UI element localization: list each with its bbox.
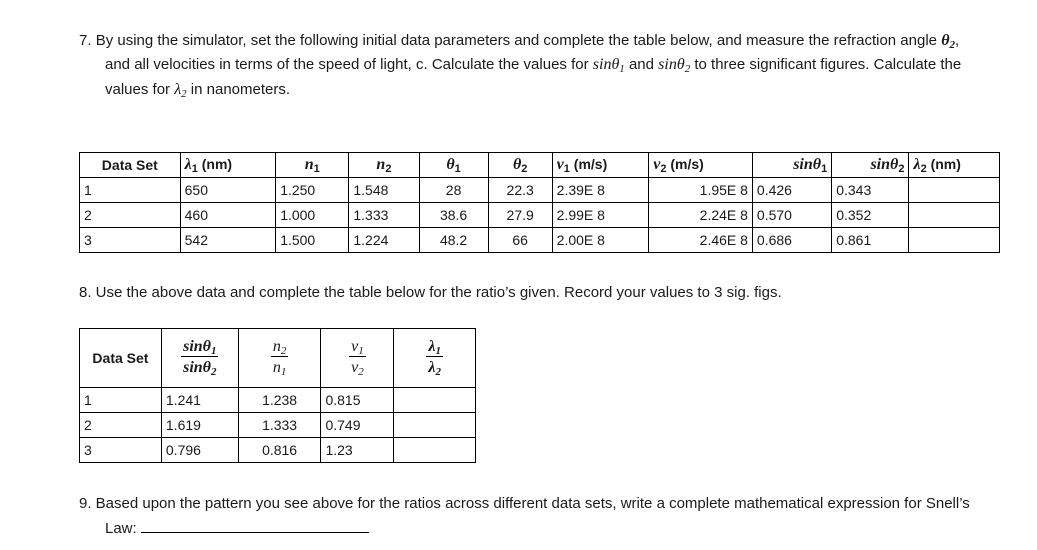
header-lambda2: $\lambda_2$ (nm)	[909, 153, 1000, 178]
header-lambda1: $\lambda_1$ (nm)	[180, 153, 276, 178]
ratio-header-data-set: Data Set	[80, 329, 162, 388]
data-table-1	[79, 152, 1000, 253]
ratio-header-lambda: $\lambda_1$ $\lambda_2$	[394, 329, 476, 388]
table-row: 1 1.241 1.238 0.815	[80, 388, 476, 413]
lambda-ratio-cell[interactable]	[394, 388, 476, 413]
header-theta2: $\theta_2$	[488, 153, 552, 178]
theta2-symbol: $\theta_2$	[941, 32, 955, 51]
lambda2-symbol: $\lambda_2$	[174, 81, 187, 100]
lambda2-cell[interactable]	[909, 203, 1000, 228]
question-7-line-3: values for $\lambda_2$ in nanometers.	[105, 81, 291, 100]
ratio-header-row	[80, 329, 476, 388]
question-7-line-2: and all velocities in terms of the speed of light, c. Calculate the values for sinθ$_1$ and sinθ$_2$ to three significant figures. Calculate the	[105, 56, 962, 75]
table-row: 2 460 1.000 1.333 38.6 27.9 2.99E 8 2.24E 8 0.570 0.352	[80, 203, 1000, 228]
header-theta1: $\theta_1$	[419, 153, 488, 178]
header-sin-theta1: sinθ$_1$	[752, 153, 831, 178]
ratio-table	[79, 328, 476, 463]
lambda-ratio-cell[interactable]	[394, 438, 476, 463]
law-label: Law:	[105, 520, 137, 537]
snells-law-answer-blank[interactable]	[141, 518, 369, 533]
question-text: By using the simulator, set the following initial data parameters and complete the table below, and measure the refraction angle	[95, 32, 942, 49]
question-number: 7.	[79, 32, 92, 49]
header-v1: $v_1$ (m/s)	[552, 153, 649, 178]
header-v2: $v_2$ (m/s)	[649, 153, 753, 178]
ratio-header-sin: sinθ$_1$ sinθ$_2$	[161, 329, 238, 388]
sin-theta1-symbol: sinθ$_1$	[592, 56, 625, 75]
table-row: 3 542 1.500 1.224 48.2 66 2.00E 8 2.46E 8 0.686 0.861	[80, 228, 1000, 253]
question-7-line-1: 7. By using the simulator, set the following initial data parameters and complete the table below, and measure the refraction angle $\theta_2$,	[79, 32, 960, 51]
ratio-header-v: $v_1$ $v_2$	[321, 329, 394, 388]
table-header-row	[80, 153, 1000, 178]
question-9: 9. Based upon the pattern you see above for the ratios across different data sets, write a complete mathematical expression for Snell’s	[79, 495, 970, 512]
ratio-header-n: $n_2$ $n_1$	[238, 329, 321, 388]
sin-theta2-symbol: sinθ$_2$	[658, 56, 691, 75]
header-n1: $n_1$	[276, 153, 349, 178]
lambda2-cell[interactable]	[909, 178, 1000, 203]
table-row: 2 1.619 1.333 0.749	[80, 413, 476, 438]
lambda2-cell[interactable]	[909, 228, 1000, 253]
header-sin-theta2: sinθ$_2$	[832, 153, 909, 178]
table-row: 3 0.796 0.816 1.23	[80, 438, 476, 463]
question-8: 8. Use the above data and complete the table below for the ratio’s given. Record your values to 3 sig. figs.	[79, 284, 782, 301]
table-row: 1 650 1.250 1.548 28 22.3 2.39E 8 1.95E 8 0.426 0.343	[80, 178, 1000, 203]
header-n2: $n_2$	[349, 153, 419, 178]
lambda-ratio-cell[interactable]	[394, 413, 476, 438]
snells-law-line	[105, 517, 369, 542]
header-data-set: Data Set	[80, 153, 181, 178]
